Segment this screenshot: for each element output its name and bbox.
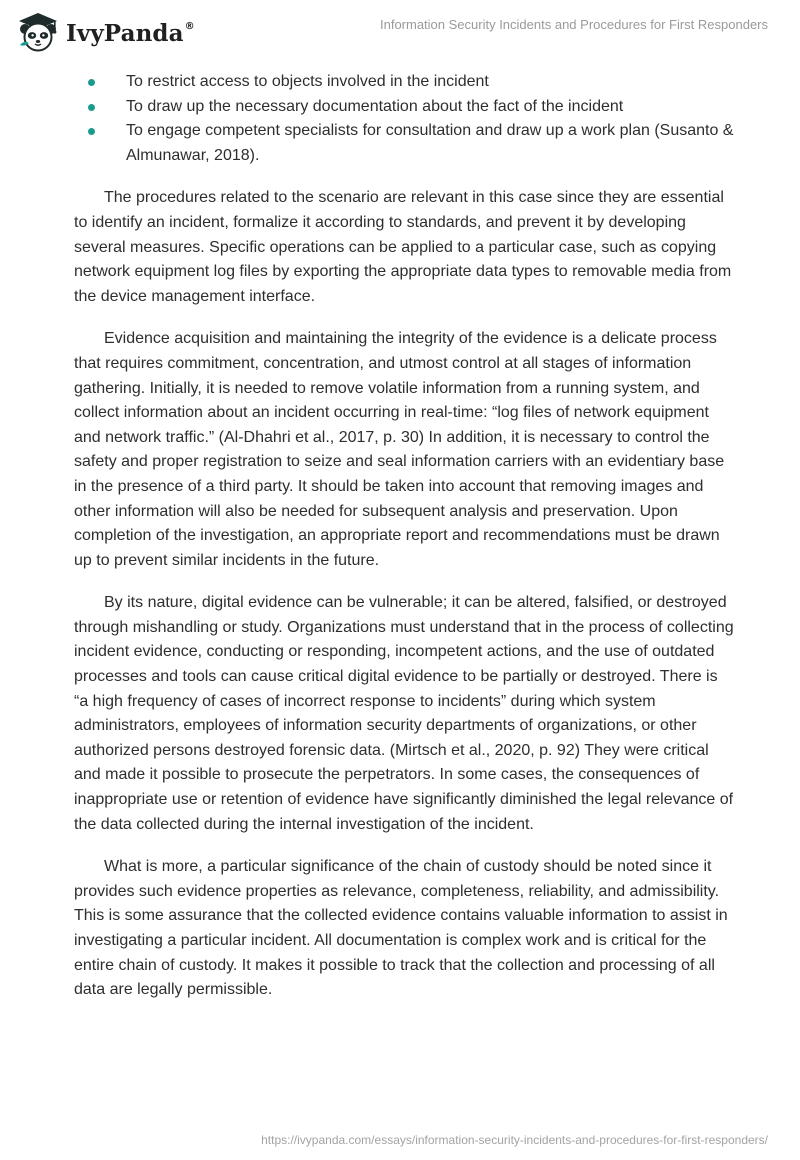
bullet-icon xyxy=(88,104,95,111)
paragraph: The procedures related to the scenario are relevant in this case since they are essential to identify an incident, formalize it according to standards, and prevent it by developing several measures. Specific operations can be applied to a particular case, such as copying network equipment log files by exporting the appropriate data types to removable media from the device management interface. xyxy=(74,189,732,305)
list-item xyxy=(74,70,734,95)
list-item-text: To restrict access to objects involved in the incident xyxy=(126,73,489,90)
list-item xyxy=(74,119,734,168)
paragraph: By its nature, digital evidence can be vulnerable; it can be altered, falsified, or destroyed through mishandling or study. Organizations must understand that in the process of collecting incident evidence, conducting or responding, incompetent actions, and the use of outdated processes and tools can cause critical digital evidence to be partially or destroyed. There is “a high frequency of cases of incorrect response to incidents” during which system administrators, employees of information security departments of organizations, or other authorized persons destroyed forensic data. (Mirtsch et al., 2020, p. 92) They were critical and made it possible to prosecute the perpetrators. In some cases, the consequences of inappropriate use or retention of evidence have significantly diminished the legal relevance of the data collected during the internal investigation of the incident. xyxy=(74,594,734,833)
brand-logo[interactable] xyxy=(16,10,195,54)
paragraph: Evidence acquisition and maintaining the integrity of the evidence is a delicate process that requires commitment, concentration, and utmost control at all stages of information gathering. Initially, it is needed to remove volatile information from a running system, and collect information about an incident occurring in real-time: “log files of network equipment and network traffic.” (Al-Dhahri et al., 2017, p. 30) In addition, it is necessary to control the safety and proper registration to seize and seal information carriers with an evidentiary base in the presence of a third party. It should be taken into account that removing images and other information will also be needed for subsequent analysis and preservation. Upon completion of the investigation, an appropriate report and recommendations must be drawn up to prevent similar incidents in the future. xyxy=(74,330,725,569)
essay-body xyxy=(74,70,734,1003)
paragraph: What is more, a particular significance of the chain of custody should be noted since it provides such evidence properties as relevance, completeness, reliability, and admissibility. This is some assurance that the collected evidence contains valuable information to assist in investigating a particular incident. All documentation is complex work and is critical for the entire chain of custody. It makes it possible to track that the collection and processing of all data are legally permissible. xyxy=(74,858,728,999)
list-item xyxy=(74,95,734,120)
panda-graduation-cap-icon xyxy=(16,10,60,54)
bullet-icon xyxy=(88,128,95,135)
list-item-text: To draw up the necessary documentation about the fact of the incident xyxy=(126,97,624,115)
page-header xyxy=(0,0,800,64)
source-url[interactable]: https://ivypanda.com/essays/information-security-incidents-and-procedures-for-first-responders/ xyxy=(261,1133,768,1147)
list-item-text: To engage competent specialists for consultation and draw up a work plan (Susanto & Almunawar, 2018). xyxy=(126,122,734,164)
bullet-icon xyxy=(88,79,95,86)
brand-name: IvyPanda® xyxy=(66,19,195,47)
bullet-list xyxy=(74,70,734,168)
document-title: Information Security Incidents and Procedures for First Responders xyxy=(379,17,768,32)
